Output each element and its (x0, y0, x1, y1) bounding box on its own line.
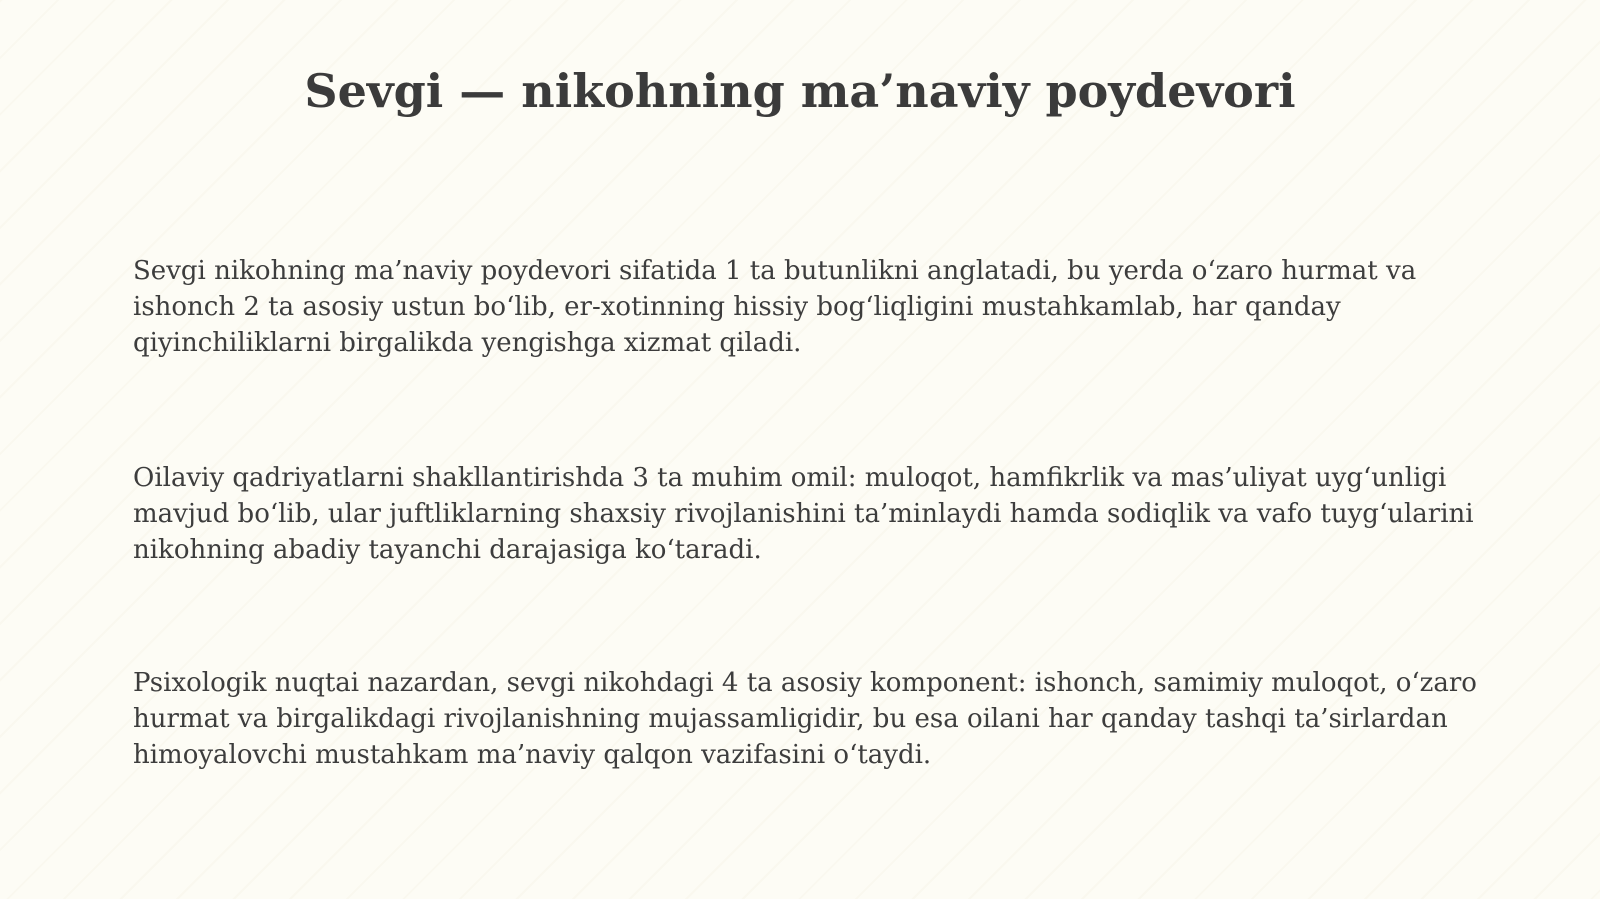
paragraph-3: Psixologik nuqtai nazardan, sevgi nikohdagi 4 ta asosiy komponent: ishonch, samimiy muloqot, o‘zaro hurmat va birgalikdagi rivojlanishning mujassamligidir, bu esa oilani har qanday tashqi ta’sirlardan himoyalovchi mustahkam ma’naviy qalqon vazifasini o‘taydi. (133, 668, 1477, 770)
paragraph-2: Oilaviy qadriyatlarni shakllantirishda 3 ta muhim omil: muloqot, hamfikrlik va mas’uliyat uyg‘unligi mavjud bo‘lib, ular juftliklarning shaxsiy rivojlanishini ta’minlaydi hamda sodiqlik va vafo tuyg‘ularini nikohning abadiy tayanchi darajasiga ko‘taradi. (133, 463, 1474, 565)
paragraph-1: Sevgi nikohning ma’naviy poydevori sifatida 1 ta butunlikni anglatadi, bu yerda o‘zaro hurmat va ishonch 2 ta asosiy ustun bo‘lib, er-xotinning hissiy bog‘liqligini mustahkamlab, har qanday qiyinchiliklarni birgalikda yengishga xizmat qiladi. (133, 256, 1417, 358)
slide-title: Sevgi — nikohning ma’naviy poydevori (304, 64, 1296, 118)
